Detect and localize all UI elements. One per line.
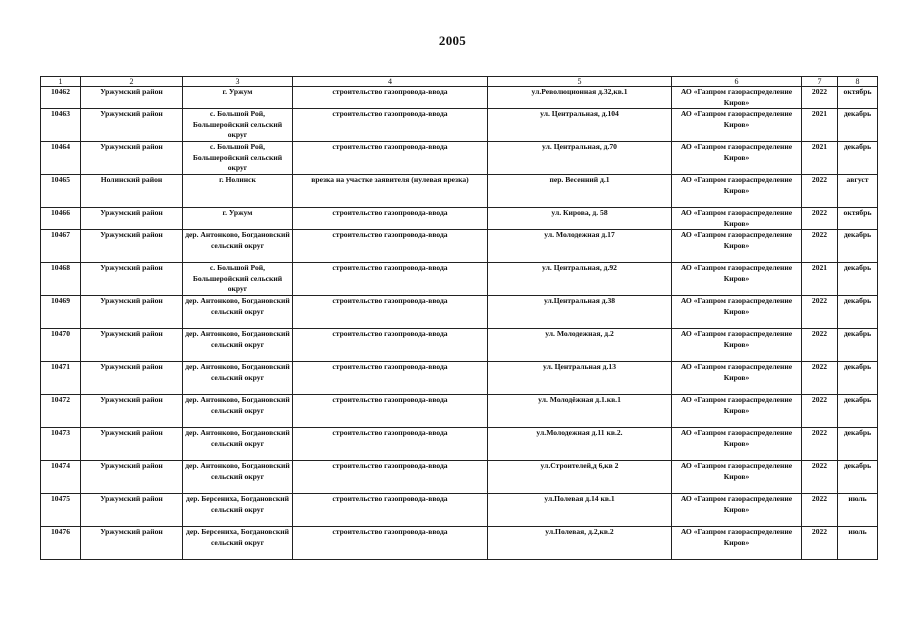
work-type-cell: строительство газопровода-ввода: [293, 208, 488, 230]
year-cell: 2021: [802, 263, 838, 296]
year-cell: 2022: [802, 494, 838, 527]
locality-cell: дер. Берсениха, Богдановский сельский округ: [183, 527, 293, 560]
organization-cell: АО «Газпром газораспределение Киров»: [672, 263, 802, 296]
column-number-row: [41, 77, 878, 87]
table-row: [41, 428, 878, 461]
table-row: [41, 494, 878, 527]
record-number-cell: 10476: [41, 527, 81, 560]
address-cell: ул.Молодежная д.11 кв.2.: [488, 428, 672, 461]
year-cell: 2022: [802, 395, 838, 428]
address-cell: ул. Кирова, д. 58: [488, 208, 672, 230]
locality-cell: дер. Антонково, Богдановский сельский округ: [183, 230, 293, 263]
address-cell: ул. Центральная д.13: [488, 362, 672, 395]
work-type-cell: строительство газопровода-ввода: [293, 296, 488, 329]
month-cell: декабрь: [838, 428, 878, 461]
table-row: [41, 461, 878, 494]
record-number-cell: 10462: [41, 87, 81, 109]
month-cell: декабрь: [838, 263, 878, 296]
column-header: 3: [183, 77, 293, 87]
address-cell: ул.Полевая, д.2,кв.2: [488, 527, 672, 560]
table-row: [41, 263, 878, 296]
organization-cell: АО «Газпром газораспределение Киров»: [672, 142, 802, 175]
district-cell: Уржумский район: [81, 428, 183, 461]
address-cell: пер. Весенний д.1: [488, 175, 672, 208]
month-cell: декабрь: [838, 395, 878, 428]
district-cell: Уржумский район: [81, 109, 183, 142]
year-cell: 2022: [802, 527, 838, 560]
table-row: [41, 230, 878, 263]
work-type-cell: строительство газопровода-ввода: [293, 527, 488, 560]
year-cell: 2022: [802, 362, 838, 395]
work-type-cell: строительство газопровода-ввода: [293, 428, 488, 461]
month-cell: октябрь: [838, 208, 878, 230]
organization-cell: АО «Газпром газораспределение Киров»: [672, 208, 802, 230]
locality-cell: дер. Антонково, Богдановский сельский округ: [183, 296, 293, 329]
locality-cell: дер. Антонково, Богдановский сельский округ: [183, 428, 293, 461]
month-cell: октябрь: [838, 87, 878, 109]
locality-cell: г. Нолинск: [183, 175, 293, 208]
work-type-cell: строительство газопровода-ввода: [293, 329, 488, 362]
locality-cell: с. Большой Рой, Большеройский сельский округ: [183, 263, 293, 296]
column-header: 8: [838, 77, 878, 87]
record-number-cell: 10475: [41, 494, 81, 527]
year-cell: 2021: [802, 109, 838, 142]
locality-cell: дер. Антонково, Богдановский сельский округ: [183, 362, 293, 395]
district-cell: Уржумский район: [81, 142, 183, 175]
locality-cell: г. Уржум: [183, 87, 293, 109]
locality-cell: с. Большой Рой, Большеройский сельский округ: [183, 109, 293, 142]
work-type-cell: строительство газопровода-ввода: [293, 109, 488, 142]
district-cell: Уржумский район: [81, 329, 183, 362]
table-row: [41, 296, 878, 329]
record-number-cell: 10469: [41, 296, 81, 329]
district-cell: Уржумский район: [81, 527, 183, 560]
record-number-cell: 10470: [41, 329, 81, 362]
work-type-cell: строительство газопровода-ввода: [293, 87, 488, 109]
address-cell: ул.Строителей,д 6,кв 2: [488, 461, 672, 494]
organization-cell: АО «Газпром газораспределение Киров»: [672, 494, 802, 527]
district-cell: Уржумский район: [81, 461, 183, 494]
record-number-cell: 10465: [41, 175, 81, 208]
organization-cell: АО «Газпром газораспределение Киров»: [672, 175, 802, 208]
table-row: [41, 142, 878, 175]
month-cell: август: [838, 175, 878, 208]
table-row: [41, 395, 878, 428]
year-cell: 2022: [802, 87, 838, 109]
organization-cell: АО «Газпром газораспределение Киров»: [672, 109, 802, 142]
work-type-cell: строительство газопровода-ввода: [293, 142, 488, 175]
year-cell: 2022: [802, 230, 838, 263]
address-cell: ул. Молодежная д.17: [488, 230, 672, 263]
table-row: [41, 329, 878, 362]
year-cell: 2021: [802, 142, 838, 175]
column-header: 2: [81, 77, 183, 87]
record-number-cell: 10464: [41, 142, 81, 175]
address-cell: ул. Центральная, д.104: [488, 109, 672, 142]
table-row: [41, 362, 878, 395]
organization-cell: АО «Газпром газораспределение Киров»: [672, 230, 802, 263]
district-cell: Уржумский район: [81, 87, 183, 109]
column-header: 7: [802, 77, 838, 87]
month-cell: декабрь: [838, 142, 878, 175]
page-number: 2005: [438, 33, 467, 48]
organization-cell: АО «Газпром газораспределение Киров»: [672, 329, 802, 362]
record-number-cell: 10468: [41, 263, 81, 296]
month-cell: декабрь: [838, 109, 878, 142]
organization-cell: АО «Газпром газораспределение Киров»: [672, 87, 802, 109]
registry-table: [40, 76, 878, 560]
month-cell: июль: [838, 527, 878, 560]
address-cell: ул. Центральная, д.92: [488, 263, 672, 296]
year-cell: 2022: [802, 208, 838, 230]
table-row: [41, 208, 878, 230]
month-cell: июль: [838, 494, 878, 527]
locality-cell: дер. Антонково, Богдановский сельский округ: [183, 329, 293, 362]
table-row: [41, 175, 878, 208]
district-cell: Уржумский район: [81, 494, 183, 527]
organization-cell: АО «Газпром газораспределение Киров»: [672, 428, 802, 461]
district-cell: Нолинский район: [81, 175, 183, 208]
organization-cell: АО «Газпром газораспределение Киров»: [672, 527, 802, 560]
organization-cell: АО «Газпром газораспределение Киров»: [672, 395, 802, 428]
address-cell: ул.Центральная д.38: [488, 296, 672, 329]
district-cell: Уржумский район: [81, 263, 183, 296]
organization-cell: АО «Газпром газораспределение Киров»: [672, 461, 802, 494]
column-header: 4: [293, 77, 488, 87]
record-number-cell: 10463: [41, 109, 81, 142]
record-number-cell: 10467: [41, 230, 81, 263]
record-number-cell: 10473: [41, 428, 81, 461]
district-cell: Уржумский район: [81, 362, 183, 395]
year-cell: 2022: [802, 461, 838, 494]
address-cell: ул. Молодежная, д.2: [488, 329, 672, 362]
year-cell: 2022: [802, 175, 838, 208]
table-body: [41, 87, 878, 560]
district-cell: Уржумский район: [81, 208, 183, 230]
district-cell: Уржумский район: [81, 230, 183, 263]
month-cell: декабрь: [838, 296, 878, 329]
record-number-cell: 10471: [41, 362, 81, 395]
year-cell: 2022: [802, 428, 838, 461]
work-type-cell: строительство газопровода-ввода: [293, 263, 488, 296]
district-cell: Уржумский район: [81, 296, 183, 329]
column-header: 1: [41, 77, 81, 87]
table-row: [41, 109, 878, 142]
address-cell: ул.Революционная д.32,кв.1: [488, 87, 672, 109]
year-cell: 2022: [802, 296, 838, 329]
locality-cell: дер. Антонково, Богдановский сельский округ: [183, 461, 293, 494]
locality-cell: г. Уржум: [183, 208, 293, 230]
organization-cell: АО «Газпром газораспределение Киров»: [672, 362, 802, 395]
work-type-cell: строительство газопровода-ввода: [293, 494, 488, 527]
record-number-cell: 10466: [41, 208, 81, 230]
locality-cell: дер. Антонково, Богдановский сельский округ: [183, 395, 293, 428]
address-cell: ул.Полевая д.14 кв.1: [488, 494, 672, 527]
month-cell: декабрь: [838, 329, 878, 362]
table-row: [41, 527, 878, 560]
month-cell: декабрь: [838, 362, 878, 395]
month-cell: декабрь: [838, 230, 878, 263]
record-number-cell: 10474: [41, 461, 81, 494]
address-cell: ул. Центральная, д.70: [488, 142, 672, 175]
work-type-cell: врезка на участке заявителя (нулевая врезка): [293, 175, 488, 208]
record-number-cell: 10472: [41, 395, 81, 428]
table-row: [41, 87, 878, 109]
work-type-cell: строительство газопровода-ввода: [293, 362, 488, 395]
column-header: 6: [672, 77, 802, 87]
work-type-cell: строительство газопровода-ввода: [293, 230, 488, 263]
district-cell: Уржумский район: [81, 395, 183, 428]
locality-cell: дер. Берсениха, Богдановский сельский округ: [183, 494, 293, 527]
column-header: 5: [488, 77, 672, 87]
organization-cell: АО «Газпром газораспределение Киров»: [672, 296, 802, 329]
work-type-cell: строительство газопровода-ввода: [293, 461, 488, 494]
year-cell: 2022: [802, 329, 838, 362]
address-cell: ул. Молодёжная д.1.кв.1: [488, 395, 672, 428]
month-cell: декабрь: [838, 461, 878, 494]
work-type-cell: строительство газопровода-ввода: [293, 395, 488, 428]
locality-cell: с. Большой Рой, Большеройский сельский округ: [183, 142, 293, 175]
